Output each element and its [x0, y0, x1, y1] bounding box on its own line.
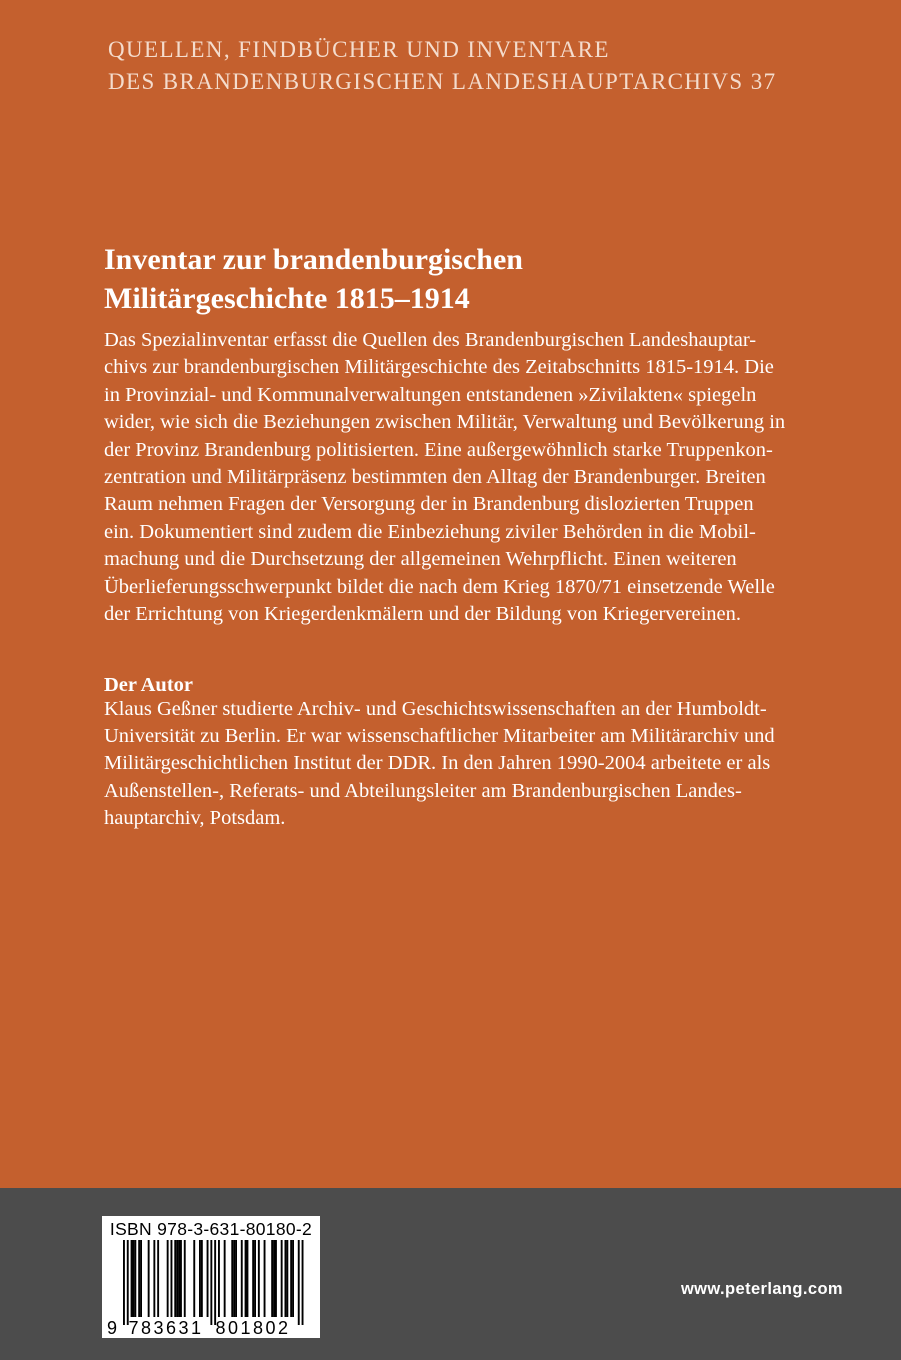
description-line: Raum nehmen Fragen der Versorgung der in Brandenburg dislozierten Truppen: [104, 493, 754, 516]
barcode-bar: [133, 1240, 135, 1317]
book-title-line-2: Militärgeschichte 1815–1914: [104, 282, 470, 315]
barcode-bar: [184, 1240, 186, 1317]
description-line: Das Spezialinventar erfasst die Quellen des Brandenburgischen Landeshauptar-: [104, 329, 757, 351]
barcode-bar: [281, 1240, 283, 1317]
description-line: machung und die Durchsetzung der allgemeinen Wehrpflicht. Einen weiteren: [104, 548, 737, 571]
series-line-2: DES BRANDENBURGISCHEN LANDESHAUPTARCHIVS 37: [108, 69, 777, 94]
barcode-right-digits: 801802: [215, 1318, 291, 1338]
barcode-bar: [210, 1240, 212, 1325]
barcode-label: [102, 1216, 320, 1338]
barcode-bar: [157, 1240, 159, 1317]
description-line: zentration und Militärpräsenz bestimmten den Alltag der Brandenburger. Breiten: [104, 466, 766, 489]
barcode-bar: [245, 1240, 247, 1317]
barcode-bar: [290, 1240, 292, 1317]
series-line-1: QUELLEN, FINDBÜCHER UND INVENTARE: [108, 37, 610, 62]
barcode-bar: [252, 1240, 254, 1317]
author-heading: Der Autor: [104, 674, 194, 696]
barcode-bar: [193, 1240, 195, 1317]
description-line: chivs zur brandenburgischen Militärgeschichte des Zeitabschnitts 1815-1914. Die: [104, 356, 774, 379]
barcode-bar: [148, 1240, 150, 1317]
isbn-text: ISBN 978-3-631-80180-2: [109, 1219, 313, 1239]
barcode-bar: [286, 1240, 288, 1317]
barcode-bar: [275, 1240, 277, 1317]
author-bio: [104, 696, 824, 832]
barcode-bar: [241, 1240, 243, 1317]
barcode-lead-digit: 9: [107, 1318, 118, 1338]
publisher-url[interactable]: www.peterlang.com: [680, 1280, 843, 1298]
barcode-bar: [167, 1240, 169, 1317]
description-text: [104, 327, 824, 628]
barcode-bar: [264, 1240, 266, 1317]
barcode-bar: [233, 1240, 235, 1317]
barcode-bar: [247, 1240, 249, 1317]
barcode-bar: [199, 1240, 201, 1317]
author-bio-line: Militärgeschichtlichen Institut der DDR. In den Jahren 1990-2004 arbeitete er als: [104, 752, 771, 775]
barcode-bar: [201, 1240, 203, 1317]
barcode-bar: [273, 1240, 275, 1317]
barcode-bar: [254, 1240, 256, 1317]
barcode-bar: [134, 1240, 136, 1317]
barcode-bar: [131, 1240, 133, 1317]
barcode-bar: [176, 1240, 178, 1317]
barcode-bar: [174, 1240, 176, 1317]
barcode-image: [102, 1216, 320, 1338]
series-title: [108, 34, 868, 98]
barcode-left-digits: 783631: [128, 1318, 204, 1338]
barcode-bar: [285, 1240, 287, 1317]
description-line: der Errichtung von Kriegerdenkmälern und der Bildung von Kriegervereinen.: [104, 603, 741, 626]
book-title-line-1: Inventar zur brandenburgischen: [104, 243, 523, 276]
barcode-bar: [180, 1240, 182, 1317]
barcode-bar: [171, 1240, 173, 1317]
barcode-bar: [231, 1240, 233, 1317]
description-line: in Provinzial- und Kommunalverwaltungen entstandenen »Zivilakten« spiegeln: [104, 383, 757, 406]
author-bio-line: hauptarchiv, Potsdam.: [104, 806, 286, 829]
barcode-bar: [214, 1240, 216, 1325]
barcode-bar: [207, 1240, 209, 1317]
description-line: Überlieferungsschwerpunkt bildet die nach dem Krieg 1870/71 einsetzende Welle: [104, 575, 775, 598]
author-bio-line: Außenstellen-, Referats- und Abteilungsleiter am Brandenburgischen Landes-: [104, 779, 742, 802]
barcode-bar: [271, 1240, 273, 1317]
barcode-bars: [123, 1240, 304, 1325]
barcode-bar: [298, 1240, 300, 1325]
barcode-bar: [140, 1240, 142, 1317]
book-title: [104, 240, 864, 318]
barcode-bar: [138, 1240, 140, 1317]
barcode-bar: [258, 1240, 260, 1317]
barcode-bar: [153, 1240, 155, 1317]
description-line: der Provinz Brandenburg politisierten. Eine außergewöhnlich starke Truppenkon-: [104, 438, 773, 461]
barcode-bar: [235, 1240, 237, 1317]
barcode-bar: [302, 1240, 304, 1325]
author-bio-line: Universität zu Berlin. Er war wissenschaftlicher Mitarbeiter am Militärarchiv und: [104, 725, 775, 748]
barcode-bar: [123, 1240, 125, 1325]
description-line: ein. Dokumentiert sind zudem die Einbeziehung ziviler Behörden in die Mobil-: [104, 520, 756, 543]
barcode-bar: [292, 1240, 294, 1317]
barcode-bar: [218, 1240, 220, 1317]
author-bio-line: Klaus Geßner studierte Archiv- und Geschichtswissenschaften an der Humboldt-: [104, 698, 767, 720]
description-line: wider, wie sich die Beziehungen zwischen Militär, Verwaltung und Bevölkerung in: [104, 411, 786, 434]
barcode-bar: [127, 1240, 129, 1325]
barcode-bar: [178, 1240, 180, 1317]
barcode-bar: [224, 1240, 226, 1317]
